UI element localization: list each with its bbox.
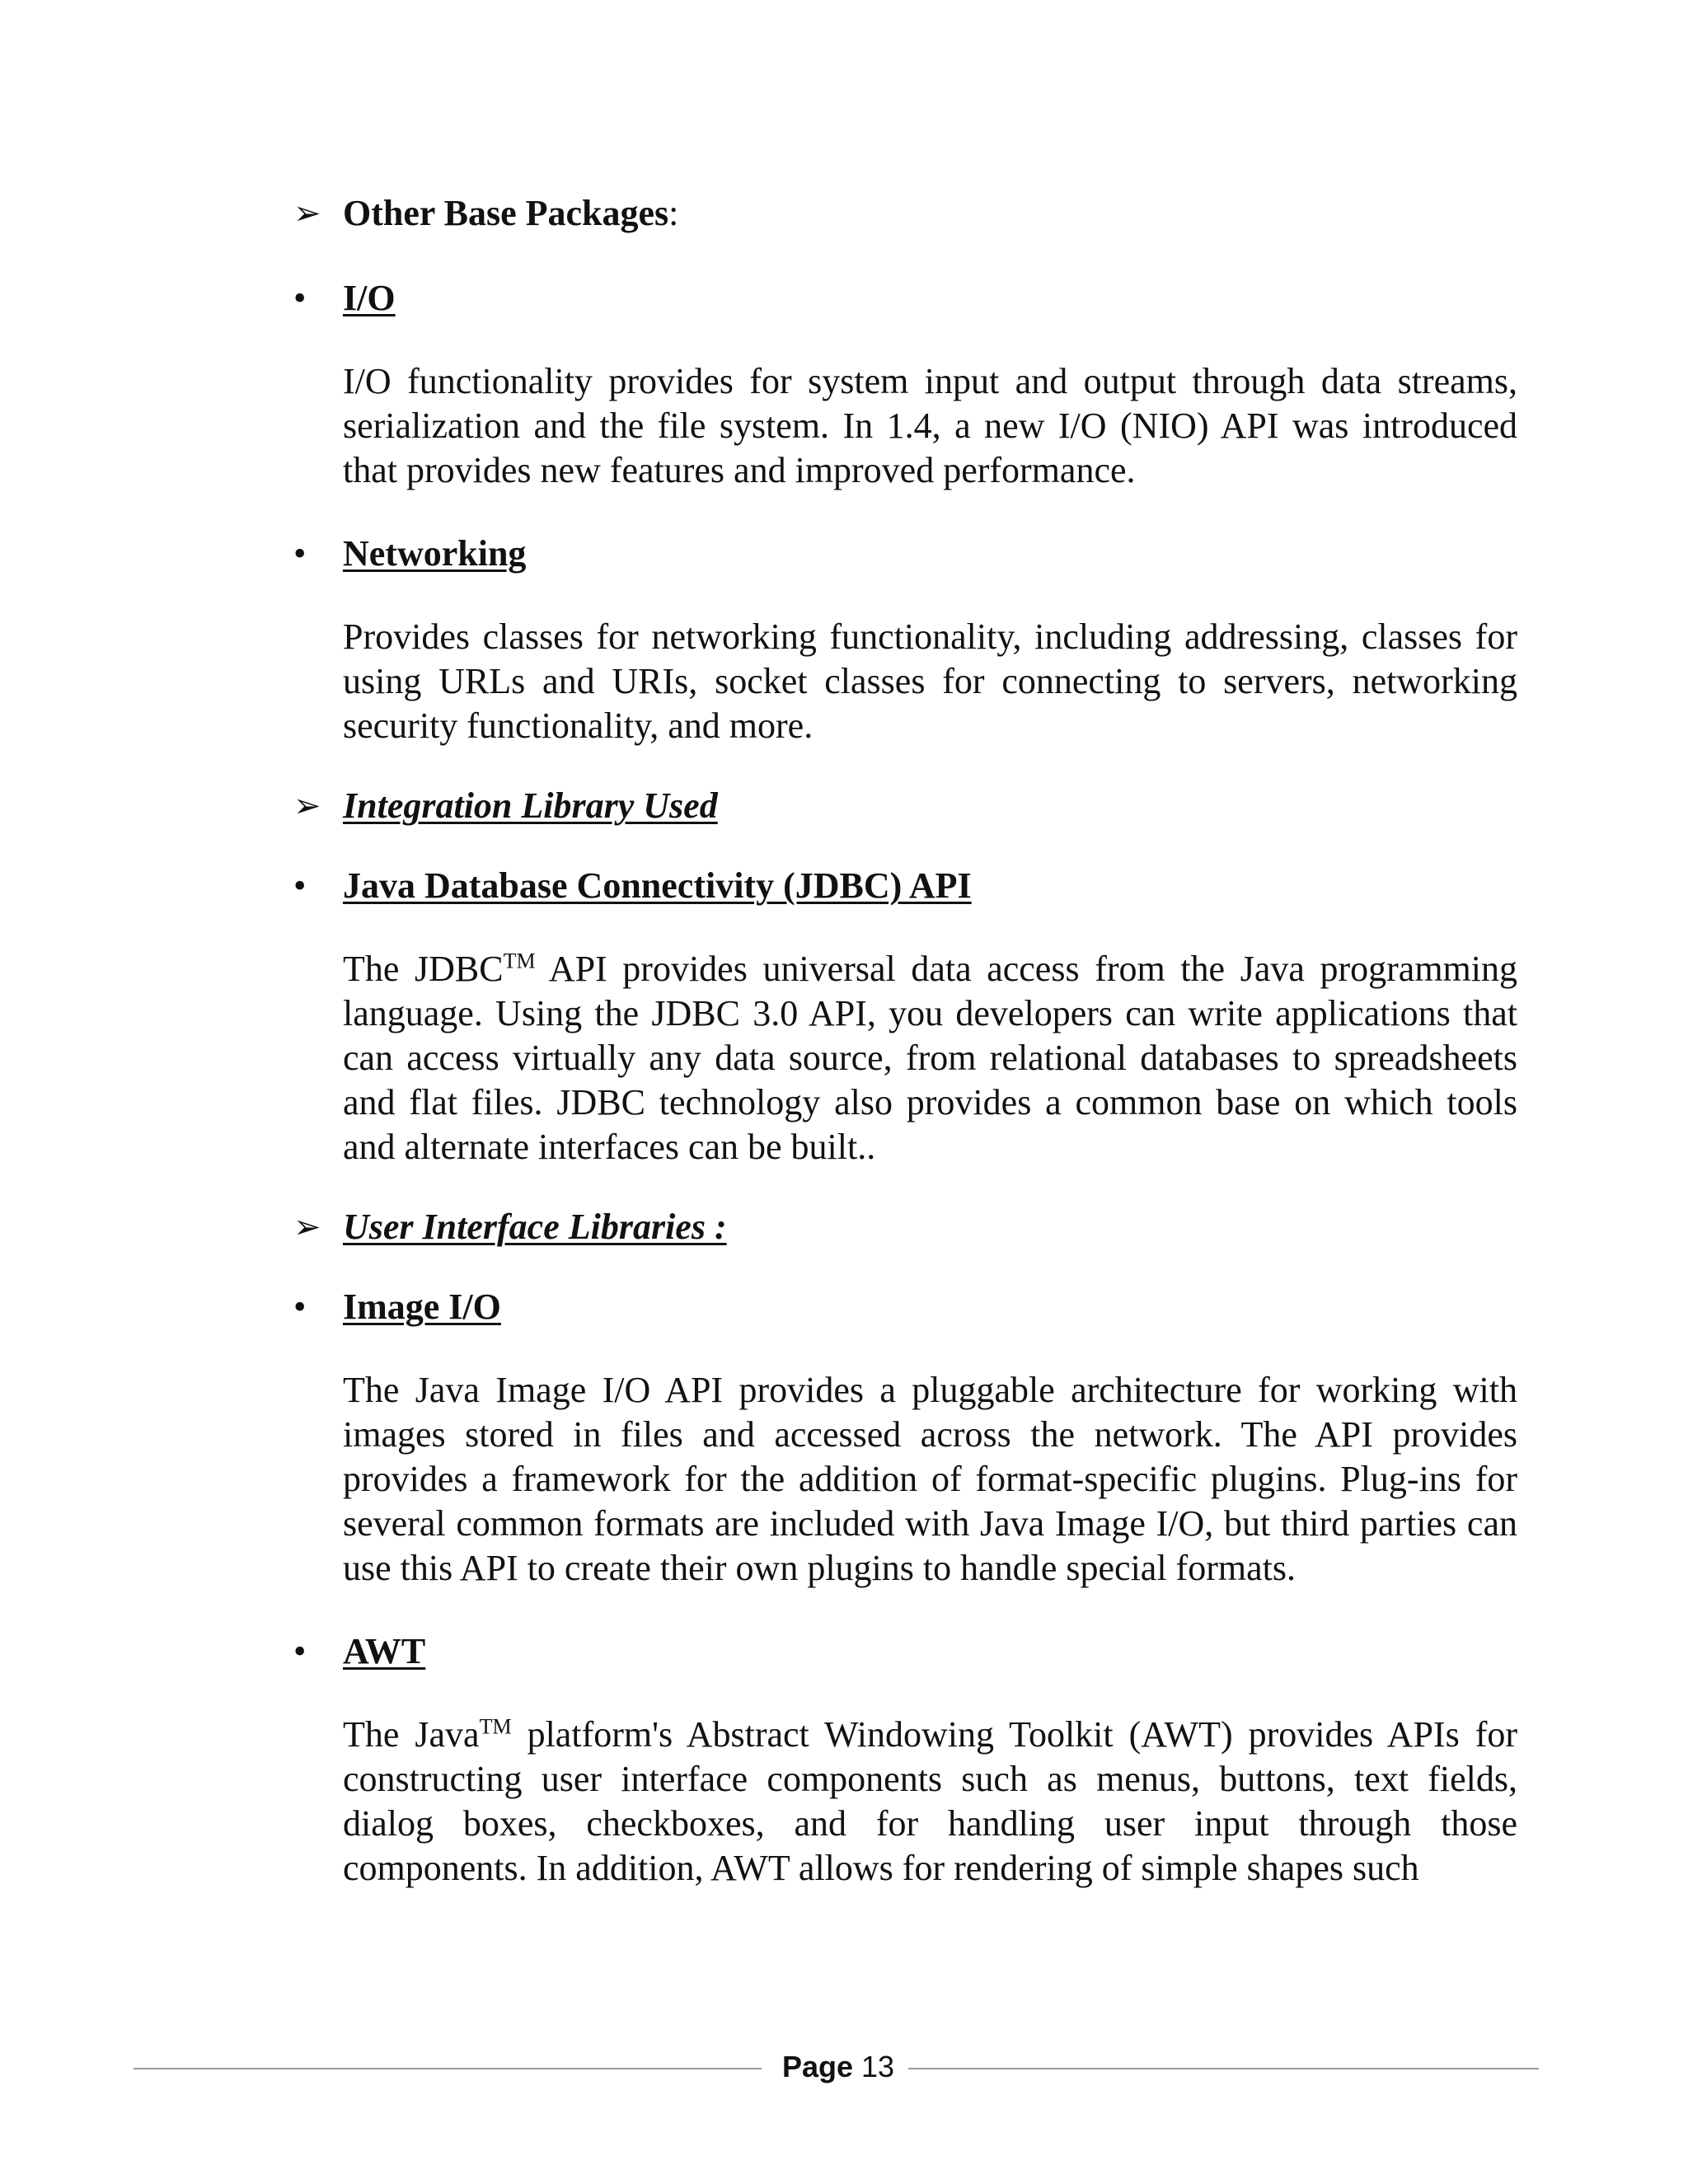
- subheading-io: [293, 276, 1517, 321]
- paragraph-text: API provides universal data access from the Java programming language. Using the JDBC 3.0 API, you developers can write applications that can access virtually any data source, from relational databases to spreadsheets and flat files. JDBC technology also provides a common base on which tools and alternate interfaces can be built..: [343, 949, 1517, 1167]
- paragraph-image-io: The Java Image I/O API provides a pluggable architecture for working with images stored in files and accessed across the network. The API provides provides a framework for the addition of format-specific plugins. Plug-ins for several common formats are included with Java Image I/O, but third parties can use this API to create their own plugins to handle special formats.: [343, 1370, 1517, 1588]
- paragraph-jdbc: [343, 947, 1517, 1169]
- arrow-bullet-icon: ➢: [293, 787, 321, 824]
- footer-rule-right: [908, 2068, 1539, 2069]
- page-content: [293, 191, 1517, 1891]
- heading-text: Other Base Packages: [343, 193, 669, 233]
- paragraph-text: The JDBC: [343, 949, 504, 989]
- subheading-text: Image I/O: [343, 1286, 501, 1327]
- arrow-bullet-icon: ➢: [293, 1208, 321, 1245]
- heading-integration-library: [293, 784, 1517, 828]
- paragraph-text: platform's Abstract Windowing Toolkit (AWT) provides APIs for constructing user interface components such as menus, buttons, text fields, dialog boxes, checkboxes, and for handling user input through those components. In addition, AWT allows for rendering of simple shapes such: [343, 1714, 1517, 1888]
- subheading-text: I/O: [343, 278, 396, 318]
- heading-text: User Interface Libraries :: [343, 1207, 727, 1247]
- subheading-networking: [293, 532, 1517, 576]
- page-number-label: [776, 2050, 900, 2083]
- page-footer: [134, 2050, 1539, 2083]
- bullet-icon: •: [293, 865, 307, 906]
- heading-colon: :: [668, 193, 679, 233]
- arrow-bullet-icon: ➢: [293, 194, 321, 232]
- subheading-text: Networking: [343, 533, 527, 574]
- trademark-superscript: TM: [503, 949, 536, 973]
- heading-text: Integration Library Used: [343, 785, 718, 826]
- subheading-text: AWT: [343, 1631, 426, 1671]
- paragraph-networking: Provides classes for networking functionality, including addressing, classes for using URLs and URIs, socket classes for connecting to servers, networking security functionality, and more.: [343, 616, 1517, 746]
- heading-user-interface-libraries: [293, 1205, 1517, 1249]
- bullet-icon: •: [293, 278, 307, 318]
- paragraph-awt: [343, 1713, 1517, 1891]
- bullet-icon: •: [293, 533, 307, 574]
- page-word: Page: [781, 2050, 853, 2083]
- footer-rule-left: [134, 2068, 762, 2069]
- subheading-image-io: [293, 1285, 1517, 1329]
- paragraph-text: The Java: [343, 1714, 480, 1755]
- page-number: 13: [861, 2050, 895, 2083]
- subheading-awt: [293, 1629, 1517, 1674]
- bullet-icon: •: [293, 1286, 307, 1327]
- heading-other-base-packages: [293, 191, 1517, 236]
- subheading-jdbc: [293, 864, 1517, 908]
- bullet-icon: •: [293, 1631, 307, 1671]
- subheading-text: Java Database Connectivity (JDBC) API: [343, 865, 972, 906]
- paragraph-io: I/O functionality provides for system input and output through data streams, serialization and the file system. In 1.4, a new I/O (NIO) API was introduced that provides new features and improved performance.: [343, 361, 1517, 490]
- trademark-superscript: TM: [479, 1714, 512, 1739]
